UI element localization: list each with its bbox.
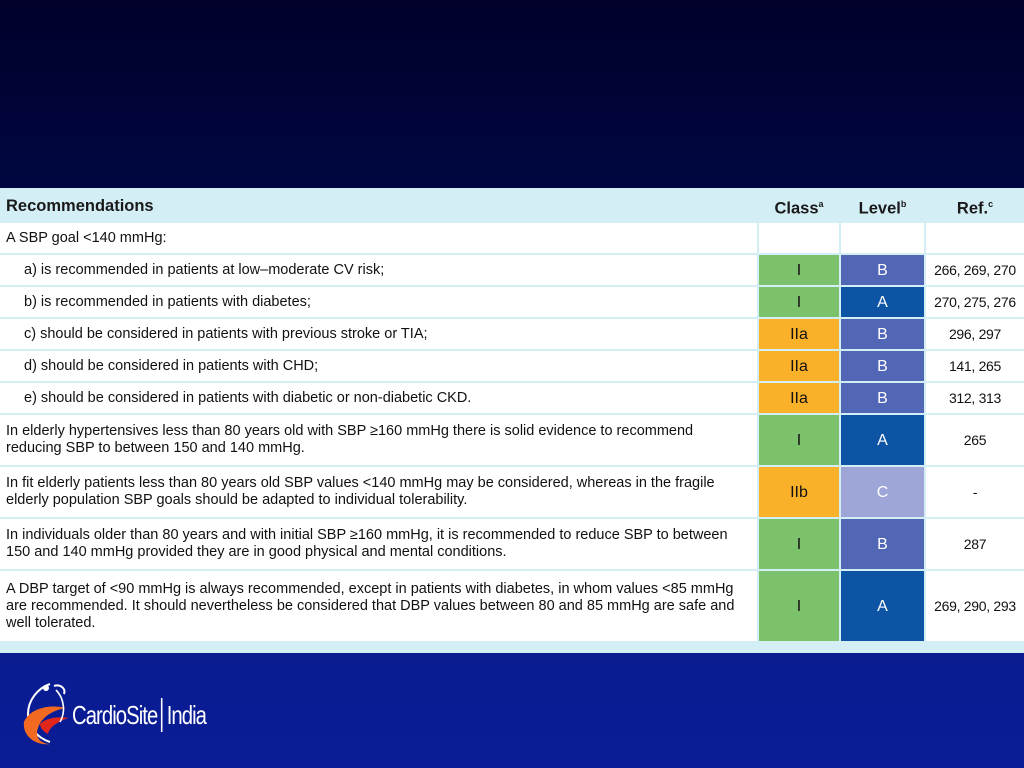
table-row [0, 351, 1024, 381]
header-class-sup: a [818, 198, 824, 209]
level-cell: A [841, 287, 924, 317]
recommendations-table [0, 190, 1024, 643]
recommendation-text: In elderly hypertensives less than 80 years old with SBP ≥160 mmHg there is solid evidence to recommend reducing SBP to between 150 and 140 mmHg. [0, 415, 757, 465]
level-cell: B [841, 255, 924, 285]
table-row [0, 467, 1024, 517]
ref-cell: 141, 265 [926, 351, 1024, 381]
class-cell: IIa [759, 383, 839, 413]
class-cell: I [759, 287, 839, 317]
header-ref [926, 192, 1024, 221]
ref-cell: 270, 275, 276 [926, 287, 1024, 317]
level-cell: B [841, 519, 924, 569]
ref-cell: 296, 297 [926, 319, 1024, 349]
table-row [0, 519, 1024, 569]
class-cell: I [759, 519, 839, 569]
level-cell: A [841, 415, 924, 465]
ref-cell: 266, 269, 270 [926, 255, 1024, 285]
recommendation-text: b) is recommended in patients with diabetes; [0, 287, 757, 317]
table-row [0, 287, 1024, 317]
recommendation-text: c) should be considered in patients with previous stroke or TIA; [0, 319, 757, 349]
recommendation-text: a) is recommended in patients at low–moderate CV risk; [0, 255, 757, 285]
table-row [0, 415, 1024, 465]
header-level-label: Level [858, 199, 901, 218]
recommendation-text: A SBP goal <140 mmHg: [0, 223, 757, 253]
ref-cell [926, 223, 1024, 253]
level-cell [841, 223, 924, 253]
table-row [0, 571, 1024, 641]
heart-swirl-icon [20, 678, 76, 750]
recommendation-text: In individuals older than 80 years and with initial SBP ≥160 mmHg, it is recommended to reduce SBP to between 150 and 140 mmHg provided they are in good physical and mental conditions. [0, 519, 757, 569]
recommendation-text: d) should be considered in patients with CHD; [0, 351, 757, 381]
cardiosite-logo [20, 678, 220, 753]
level-cell: B [841, 383, 924, 413]
logo-text [72, 698, 206, 732]
header-class [759, 192, 839, 221]
class-cell: IIb [759, 467, 839, 517]
class-cell: I [759, 571, 839, 641]
header-recommendations: Recommendations [0, 192, 757, 221]
logo-divider [161, 698, 163, 732]
ref-cell: 269, 290, 293 [926, 571, 1024, 641]
ref-cell: 265 [926, 415, 1024, 465]
class-cell: IIa [759, 351, 839, 381]
class-cell: I [759, 255, 839, 285]
level-cell: C [841, 467, 924, 517]
level-cell: A [841, 571, 924, 641]
level-cell: B [841, 319, 924, 349]
level-cell: B [841, 351, 924, 381]
header-ref-label: Ref. [956, 199, 989, 218]
header-level-sup: b [900, 198, 907, 209]
ref-cell: 312, 313 [926, 383, 1024, 413]
table-header-row [0, 192, 1024, 221]
recommendation-text: A DBP target of <90 mmHg is always recommended, except in patients with diabetes, in whom values <85 mmHg are recommended. It should nevertheless be considered that DBP values between 80 and 85 mmHg are safe and well tolerated. [0, 571, 757, 641]
class-cell: I [759, 415, 839, 465]
logo-brand: CardioSite [72, 700, 158, 730]
class-cell [759, 223, 839, 253]
header-ref-sup: c [988, 198, 994, 209]
table-row [0, 255, 1024, 285]
ref-cell: 287 [926, 519, 1024, 569]
recommendation-text: e) should be considered in patients with diabetic or non-diabetic CKD. [0, 383, 757, 413]
header-class-label: Class [774, 199, 819, 218]
table-row [0, 223, 1024, 253]
logo-country: India [166, 700, 207, 730]
table-row [0, 319, 1024, 349]
table-row [0, 383, 1024, 413]
recommendations-table-container [0, 188, 1024, 653]
ref-cell: - [926, 467, 1024, 517]
class-cell: IIa [759, 319, 839, 349]
header-level [841, 192, 924, 221]
recommendation-text: In fit elderly patients less than 80 years old SBP values <140 mmHg may be considered, whereas in the fragile elderly population SBP goals should be adapted to individual tolerability. [0, 467, 757, 517]
